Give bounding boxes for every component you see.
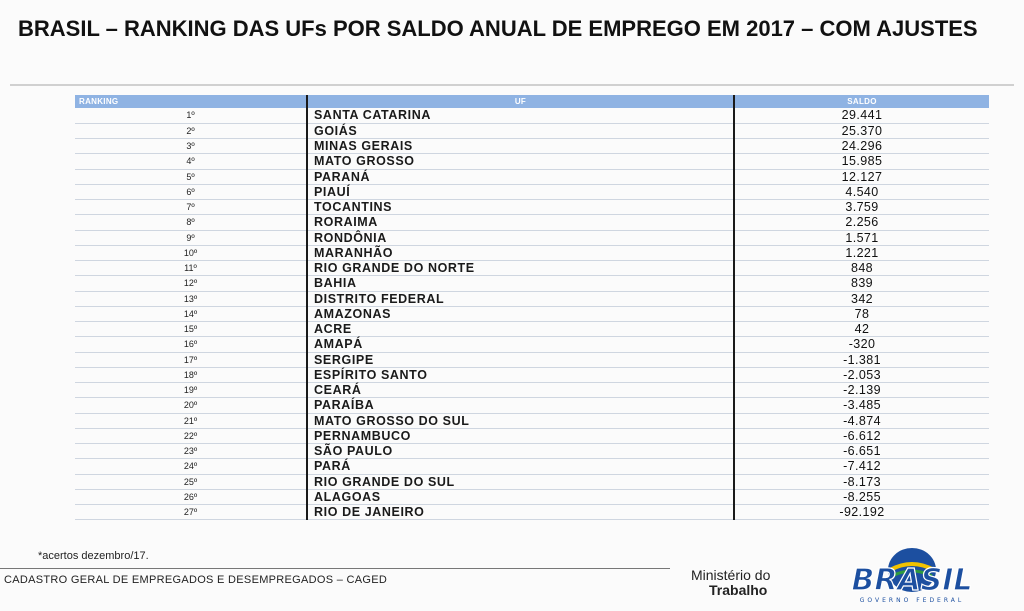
rank-cell: 20º (75, 398, 307, 413)
saldo-cell: -2.053 (734, 367, 989, 382)
saldo-cell: 848 (734, 261, 989, 276)
rank-cell: 19º (75, 383, 307, 398)
header-saldo: SALDO (734, 95, 989, 108)
saldo-cell: 342 (734, 291, 989, 306)
uf-cell: RONDÔNIA (307, 230, 734, 245)
header-ranking: RANKING (75, 95, 307, 108)
footnote: *acertos dezembro/17. (38, 550, 149, 562)
rank-cell: 4º (75, 154, 307, 169)
table-row (75, 398, 989, 413)
table-row (75, 352, 989, 367)
table-header-row (75, 95, 989, 108)
saldo-cell: 25.370 (734, 123, 989, 138)
ranking-table (75, 95, 989, 520)
uf-cell: ALAGOAS (307, 489, 734, 504)
table-row (75, 276, 989, 291)
uf-cell: PIAUÍ (307, 184, 734, 199)
uf-cell: RIO GRANDE DO SUL (307, 474, 734, 489)
rank-cell: 6º (75, 184, 307, 199)
uf-cell: MATO GROSSO (307, 154, 734, 169)
brasil-governo-federal-logo (812, 540, 1012, 606)
uf-cell: ACRE (307, 322, 734, 337)
page-title: BRASIL – RANKING DAS UFs POR SALDO ANUAL DE EMPREGO EM 2017 – COM AJUSTES (18, 16, 978, 41)
rank-cell: 17º (75, 352, 307, 367)
uf-cell: PARÁ (307, 459, 734, 474)
table-row (75, 505, 989, 520)
rank-cell: 7º (75, 200, 307, 215)
saldo-cell: 3.759 (734, 200, 989, 215)
saldo-cell: -2.139 (734, 383, 989, 398)
rank-cell: 12º (75, 276, 307, 291)
table-row (75, 306, 989, 321)
table-row (75, 367, 989, 382)
saldo-cell: 42 (734, 322, 989, 337)
logo-word: BRASIL (851, 563, 973, 598)
saldo-cell: 24.296 (734, 139, 989, 154)
table-row (75, 428, 989, 443)
rank-cell: 10º (75, 245, 307, 260)
table-row (75, 261, 989, 276)
rank-cell: 22º (75, 428, 307, 443)
rank-cell: 14º (75, 306, 307, 321)
uf-cell: BAHIA (307, 276, 734, 291)
saldo-cell: -1.381 (734, 352, 989, 367)
uf-cell: MINAS GERAIS (307, 139, 734, 154)
saldo-cell: -320 (734, 337, 989, 352)
uf-cell: SERGIPE (307, 352, 734, 367)
table-row (75, 184, 989, 199)
uf-cell: SÃO PAULO (307, 444, 734, 459)
uf-cell: GOIÁS (307, 123, 734, 138)
saldo-cell: 29.441 (734, 108, 989, 123)
uf-cell: PARANÁ (307, 169, 734, 184)
rank-cell: 23º (75, 444, 307, 459)
uf-cell: MATO GROSSO DO SUL (307, 413, 734, 428)
ministry-line2: Trabalho (709, 582, 768, 598)
table-row (75, 322, 989, 337)
table-row (75, 444, 989, 459)
uf-cell: SANTA CATARINA (307, 108, 734, 123)
footer-divider (0, 568, 670, 569)
table-row (75, 337, 989, 352)
saldo-cell: 1.571 (734, 230, 989, 245)
rank-cell: 5º (75, 169, 307, 184)
table-row (75, 291, 989, 306)
rank-cell: 15º (75, 322, 307, 337)
rank-cell: 13º (75, 291, 307, 306)
uf-cell: AMAPÁ (307, 337, 734, 352)
saldo-cell: -8.173 (734, 474, 989, 489)
table-row (75, 123, 989, 138)
uf-cell: CEARÁ (307, 383, 734, 398)
ranking-table-container (75, 95, 989, 520)
uf-cell: PARAÍBA (307, 398, 734, 413)
uf-cell: AMAZONAS (307, 306, 734, 321)
saldo-cell: -6.651 (734, 444, 989, 459)
uf-cell: RORAIMA (307, 215, 734, 230)
table-row (75, 383, 989, 398)
saldo-cell: 15.985 (734, 154, 989, 169)
uf-cell: DISTRITO FEDERAL (307, 291, 734, 306)
table-row (75, 245, 989, 260)
uf-cell: PERNAMBUCO (307, 428, 734, 443)
table-row (75, 169, 989, 184)
saldo-cell: 1.221 (734, 245, 989, 260)
rank-cell: 3º (75, 139, 307, 154)
rank-cell: 26º (75, 489, 307, 504)
saldo-cell: 12.127 (734, 169, 989, 184)
rank-cell: 11º (75, 261, 307, 276)
saldo-cell: -4.874 (734, 413, 989, 428)
saldo-cell: -92.192 (734, 505, 989, 520)
saldo-cell: -8.255 (734, 489, 989, 504)
table-body (75, 108, 989, 520)
saldo-cell: 2.256 (734, 215, 989, 230)
table-row (75, 230, 989, 245)
rank-cell: 27º (75, 505, 307, 520)
rank-cell: 24º (75, 459, 307, 474)
ministry-line1: Ministério do (691, 567, 771, 583)
uf-cell: ESPÍRITO SANTO (307, 367, 734, 382)
uf-cell: MARANHÃO (307, 245, 734, 260)
saldo-cell: 78 (734, 306, 989, 321)
table-row (75, 489, 989, 504)
logo-tagline: GOVERNO FEDERAL (859, 597, 965, 604)
footer-source: CADASTRO GERAL DE EMPREGADOS E DESEMPREGADOS – CAGED (4, 574, 388, 586)
saldo-cell: -7.412 (734, 459, 989, 474)
uf-cell: RIO DE JANEIRO (307, 505, 734, 520)
table-row (75, 154, 989, 169)
rank-cell: 16º (75, 337, 307, 352)
table-row (75, 200, 989, 215)
title-divider (10, 84, 1014, 86)
table-row (75, 474, 989, 489)
rank-cell: 21º (75, 413, 307, 428)
rank-cell: 2º (75, 123, 307, 138)
uf-cell: RIO GRANDE DO NORTE (307, 261, 734, 276)
table-row (75, 108, 989, 123)
table-row (75, 139, 989, 154)
table-row (75, 413, 989, 428)
saldo-cell: 839 (734, 276, 989, 291)
rank-cell: 9º (75, 230, 307, 245)
saldo-cell: -3.485 (734, 398, 989, 413)
uf-cell: TOCANTINS (307, 200, 734, 215)
rank-cell: 8º (75, 215, 307, 230)
header-uf: UF (307, 95, 734, 108)
saldo-cell: -6.612 (734, 428, 989, 443)
rank-cell: 25º (75, 474, 307, 489)
table-row (75, 459, 989, 474)
rank-cell: 1º (75, 108, 307, 123)
table-row (75, 215, 989, 230)
saldo-cell: 4.540 (734, 184, 989, 199)
ministry-label (691, 568, 770, 598)
rank-cell: 18º (75, 367, 307, 382)
